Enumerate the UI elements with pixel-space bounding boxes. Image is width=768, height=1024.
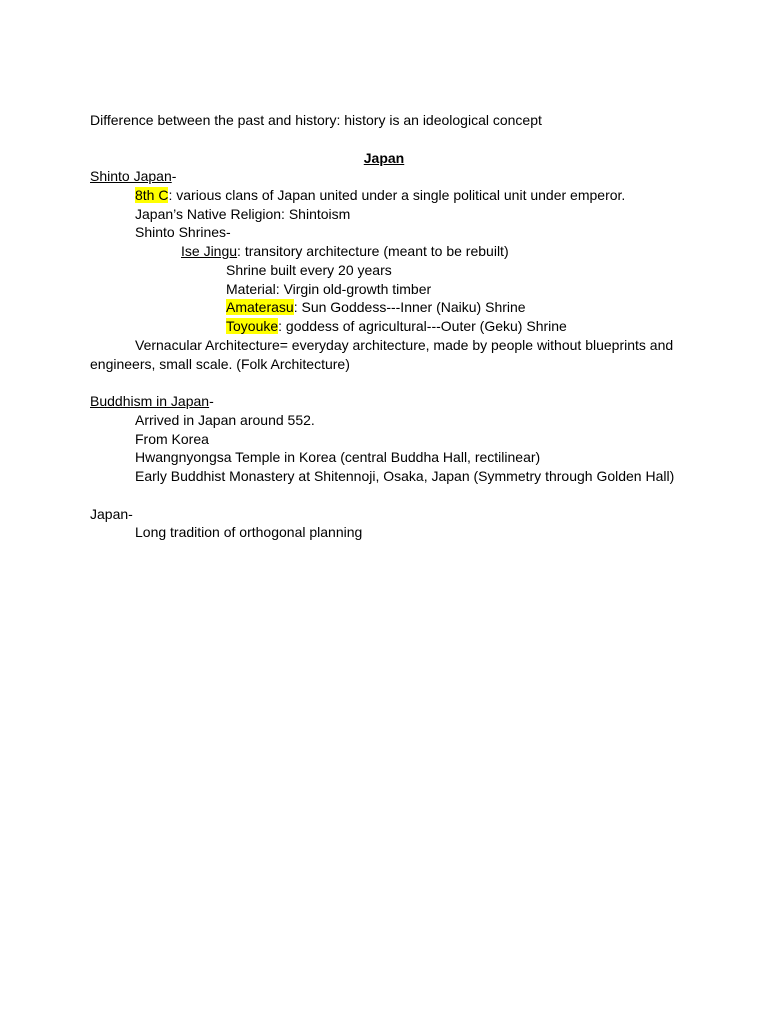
shinto-heading-text: Shinto Japan	[90, 168, 172, 184]
toyouke-text: : goddess of agricultural---Outer (Geku) Shrine	[278, 318, 567, 334]
buddhism-item: From Korea	[135, 431, 209, 447]
buddhism-heading	[90, 392, 214, 410]
highlight-amaterasu: Amaterasu	[226, 299, 294, 315]
section-title	[0, 149, 768, 167]
shinto-religion: Japan’s Native Religion: Shintoism	[135, 206, 351, 222]
amaterasu-line	[226, 298, 526, 316]
amaterasu-text: : Sun Goddess---Inner (Naiku) Shrine	[293, 299, 526, 315]
shinto-8th-c	[135, 186, 625, 204]
highlight-8th-c: 8th C	[135, 187, 169, 203]
ise-jingu-text: : transitory architecture (meant to be rebuilt)	[237, 243, 509, 259]
toyouke-line	[226, 317, 567, 335]
ise-jingu-term: Ise Jingu	[181, 243, 238, 259]
intro-text: Difference between the past and history: history is an ideological concept	[90, 112, 542, 128]
vernacular-line-1: Vernacular Architecture= everyday architecture, made by people without blueprints and	[135, 337, 674, 353]
shrine-material: Material: Virgin old-growth timber	[226, 281, 432, 297]
shinto-heading	[90, 167, 176, 185]
shinto-shrines: Shinto Shrines-	[135, 224, 231, 240]
shinto-8th-c-text: : various clans of Japan united under a single political unit under emperor.	[168, 187, 626, 203]
buddhism-item: Hwangnyongsa Temple in Korea (central Buddha Hall, rectilinear)	[135, 449, 541, 465]
highlight-toyouke: Toyouke	[226, 318, 279, 334]
buddhism-heading-suffix: -	[209, 393, 214, 409]
buddhism-heading-text: Buddhism in Japan	[90, 393, 210, 409]
buddhism-item: Arrived in Japan around 552.	[135, 412, 315, 428]
ise-jingu	[181, 242, 509, 260]
vernacular-line-2: engineers, small scale. (Folk Architecture)	[90, 356, 350, 372]
title-japan: Japan	[363, 150, 405, 166]
shinto-heading-suffix: -	[171, 168, 177, 184]
japan-heading: Japan-	[90, 506, 133, 522]
shrine-built: Shrine built every 20 years	[226, 262, 392, 278]
buddhism-item: Early Buddhist Monastery at Shitennoji, Osaka, Japan (Symmetry through Golden Hall)	[135, 468, 675, 484]
japan-item: Long tradition of orthogonal planning	[135, 524, 363, 540]
